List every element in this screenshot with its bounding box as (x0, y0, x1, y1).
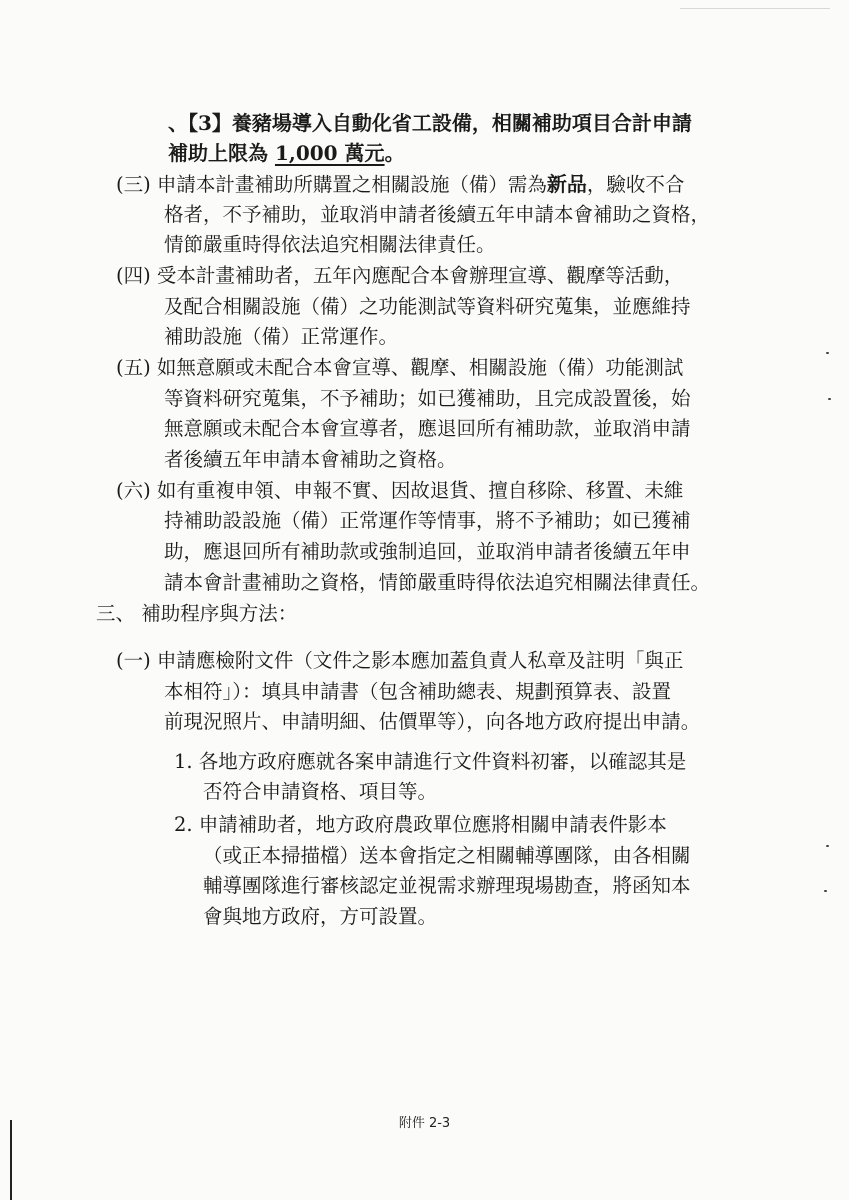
scan-speck (826, 352, 829, 354)
subitem-3-limit (168, 138, 405, 168)
scan-edge-mark (10, 1120, 12, 1200)
page-footer: 附件 2-3 (398, 1116, 451, 1131)
item-liu-line-1: (六) 如有重複申領、申報不實、因故退貨、擅自移除、移置、未維 (116, 479, 684, 502)
item-san-line-1 (116, 169, 684, 199)
item-si-line-1: (四) 受本計畫補助者，五年內應配合本會辦理宣導、觀摩等活動， (116, 264, 684, 287)
scan-speck (824, 890, 827, 892)
sub1-line-2: 本相符」）：填具申請書（包含補助總表、規劃預算表、設置 (164, 680, 672, 703)
sub1-line-3: 前現況照片、申請明細、估價單等），向各地方政府提出申請。 (164, 710, 701, 733)
scan-speck (828, 398, 831, 400)
item-liu-line-2: 持補助設設施（備）正常運作等情事，將不予補助；如已獲補 (164, 509, 691, 532)
item-wu-line-2: 等資料研究蒐集，不予補助；如已獲補助，且完成設置後，始 (164, 387, 691, 410)
item-wu-line-4: 者後續五年申請本會補助之資格。 (164, 448, 457, 471)
item-san-line-3: 情節嚴重時得依法追究相關法律責任。 (164, 233, 496, 256)
step-2-line-1: 2. 申請補助者，地方政府農政單位應將相關申請表件影本 (174, 813, 667, 836)
section-3-title: 三、 補助程序與方法： (96, 602, 298, 625)
item-liu-line-4: 請本會計畫補助之資格，情節嚴重時得依法追究相關法律責任。 (164, 571, 711, 594)
step-1-line-1: 1. 各地方政府應就各案申請進行文件資料初審，以確認其是 (174, 750, 687, 773)
item-si-line-3: 補助設施（備）正常運作。 (164, 325, 399, 348)
limit-amount: 1,000 萬元 (274, 141, 385, 165)
step-1-line-2: 否符合申請資格、項目等。 (203, 780, 438, 803)
item-san-new-product: 新品 (546, 172, 587, 196)
item-san-text-post: ，驗收不合 (586, 173, 685, 196)
item-wu-line-1: (五) 如無意願或未配合本會宣導、觀摩、相關設施（備）功能測試 (116, 356, 684, 379)
limit-end: 。 (384, 141, 405, 165)
item-san-line-2: 格者，不予補助，並取消申請者後續五年申請本會補助之資格， (164, 203, 711, 226)
item-si-line-2: 及配合相關設施（備）之功能測試等資料研究蒐集，並應維持 (164, 295, 691, 318)
step-2-line-4: 會與地方政府，方可設置。 (203, 905, 438, 928)
sub1-line-1: (一) 申請應檢附文件（文件之影本應加蓋負責人私章及註明「與正 (116, 649, 684, 672)
step-2-line-3: 輔導團隊進行審核認定並視需求辦理現場勘查，將函知本 (203, 874, 691, 897)
item-wu-line-3: 無意願或未配合本會宣導者，應退回所有補助款，並取消申請 (164, 417, 691, 440)
scan-speck (826, 845, 829, 847)
step-2-line-2: （或正本掃描檔）送本會指定之相關輔導團隊，由各相關 (203, 844, 691, 867)
item-san-text-pre: (三) 申請本計畫補助所購置之相關設施（備）需為 (116, 173, 547, 196)
subitem-3-heading (168, 108, 692, 138)
item-liu-line-3: 助，應退回所有補助款或強制追回，並取消申請者後續五年申 (164, 540, 691, 563)
limit-label: 補助上限為 (168, 141, 275, 165)
subitem-3-heading-text: 、【3】養豬場導入自動化省工設備，相關補助項目合計申請 (168, 111, 692, 135)
scan-top-mark (680, 8, 830, 9)
